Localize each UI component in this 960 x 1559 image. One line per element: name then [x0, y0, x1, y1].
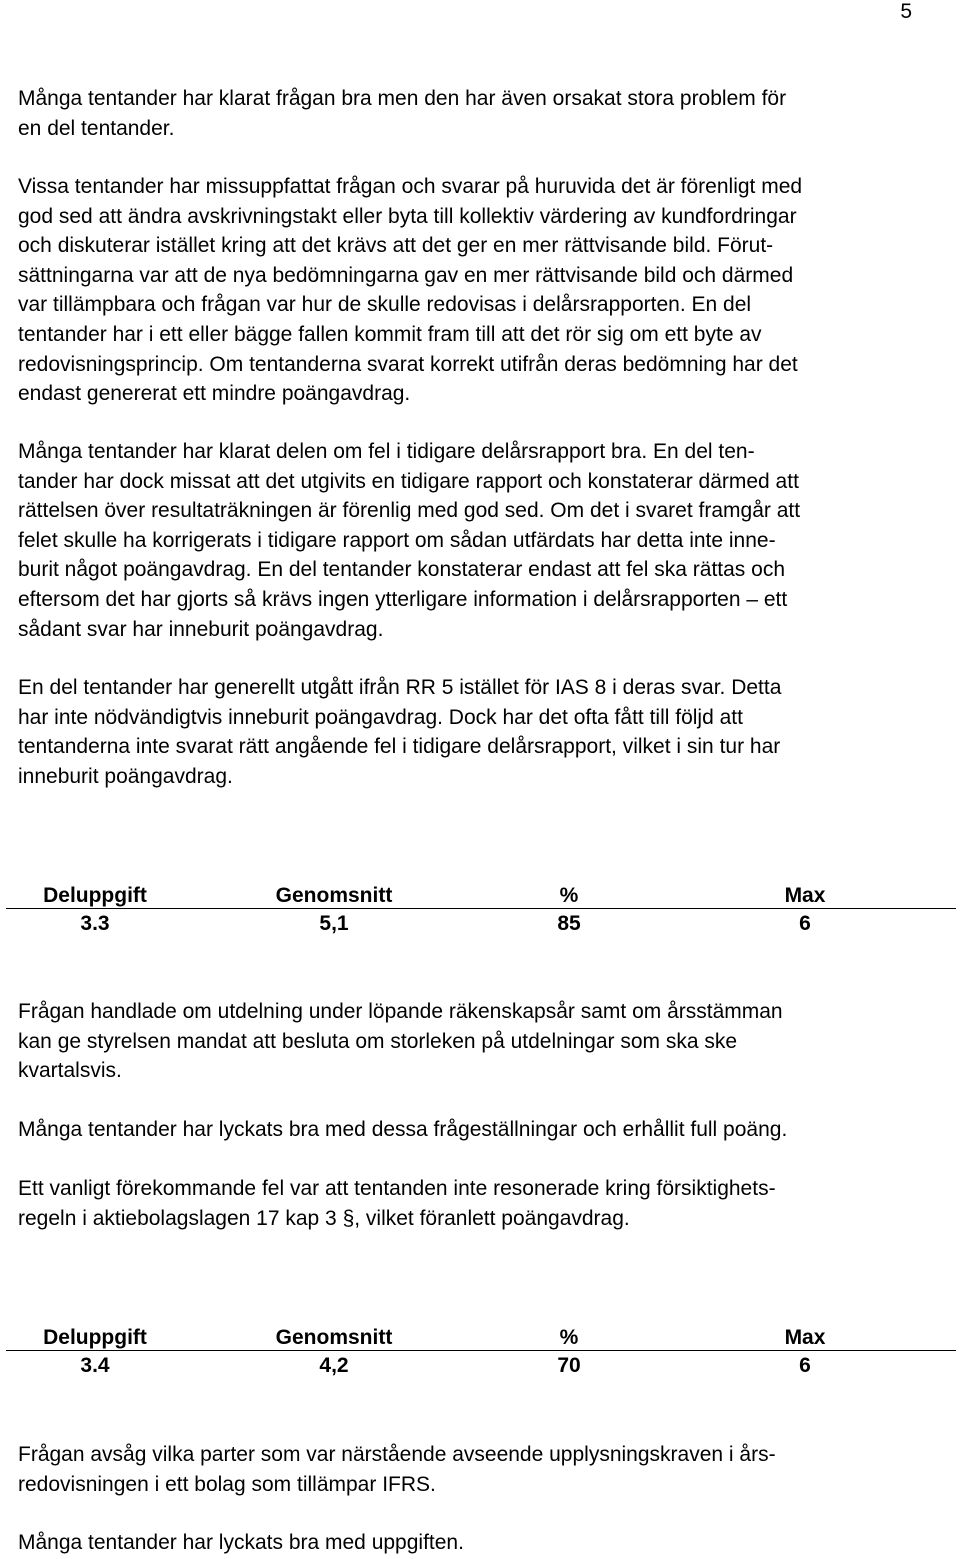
header-deluppgift: Deluppgift	[43, 884, 147, 907]
paragraph-8: Frågan avsåg vilka parter som var närstående avseende upplysningskraven i års- redovisningen i ett bolag som tillämpar IFRS.	[18, 1443, 776, 1496]
cell-genomsnitt: 5,1	[319, 912, 349, 935]
paragraph-7: Ett vanligt förekommande fel var att tentanden inte resonerade kring försiktighets- regeln i aktiebolagslagen 17 kap 3 §, vilket föranlett poängavdrag.	[18, 1177, 776, 1230]
paragraph-6: Många tentander har lyckats bra med dessa frågeställningar och erhållit full poäng.	[18, 1118, 788, 1141]
page-number: 5	[900, 0, 912, 23]
score-row	[6, 909, 956, 940]
header-deluppgift: Deluppgift	[43, 1326, 147, 1349]
paragraph-3: Många tentander har klarat delen om fel i tidigare delårsrapport bra. En del ten- tander har dock missat att det utgivits en tidigare rapport och konstaterar därmed att rättelsen över resultaträkningen är förenlig med god sed. Om det i svaret framgår att felet skulle ha korrigerats i tidigare rapport om sådan utfärdats har detta inte inne- burit något poängavdrag. En del tentander konstaterar endast att fel ska rättas och eftersom det har gjorts så krävs ingen ytterligare information i delårsrapporten – ett sådant svar har inneburit poängavdrag.	[18, 440, 801, 641]
score-row	[6, 1351, 956, 1382]
cell-genomsnitt: 4,2	[319, 1354, 349, 1377]
score-table-3-3	[6, 878, 956, 939]
score-table-3-4	[6, 1320, 956, 1381]
score-table-header	[6, 1320, 956, 1351]
cell-max: 6	[799, 912, 811, 935]
cell-percent: 85	[557, 912, 581, 935]
cell-deluppgift: 3.3	[80, 912, 110, 935]
header-genomsnitt: Genomsnitt	[275, 884, 393, 907]
paragraph-2: Vissa tentander har missuppfattat frågan och svarar på huruvida det är förenligt med god sed att ändra avskrivningstakt eller byta till kollektiv värdering av kundfordringar och diskuterar istället kring att det krävs att det ger en mer rättvisande bild. Förut- sättningarna var att de nya bedömningarna gav en mer rättvisande bild och därmed var tillämpbara och frågan var hur de skulle redovisas i delårsrapporten. En del tentander har i ett eller bägge fallen kommit fram till att det rör sig om ett byte av redovisningsprincip. Om tentanderna svarat korrekt utifrån deras bedömning har det endast genererat ett mindre poängavdrag.	[18, 175, 803, 406]
cell-deluppgift: 3.4	[80, 1354, 110, 1377]
score-table-header	[6, 878, 956, 909]
header-max: Max	[784, 1326, 826, 1349]
paragraph-9: Många tentander har lyckats bra med uppgiften.	[18, 1531, 464, 1554]
header-percent: %	[559, 884, 579, 907]
paragraph-1: Många tentander har klarat frågan bra men den har även orsakat stora problem för en del tentander.	[18, 87, 787, 140]
cell-percent: 70	[557, 1354, 581, 1377]
paragraph-4: En del tentander har generellt utgått ifrån RR 5 istället för IAS 8 i deras svar. Detta har inte nödvändigtvis inneburit poängavdrag. Dock har det ofta fått till följd att tentanderna inte svarat rätt angående fel i tidigare delårsrapport, vilket i sin tur har inneburit poängavdrag.	[18, 676, 782, 788]
header-max: Max	[784, 884, 826, 907]
header-genomsnitt: Genomsnitt	[275, 1326, 393, 1349]
header-percent: %	[559, 1326, 579, 1349]
cell-max: 6	[799, 1354, 811, 1377]
paragraph-5: Frågan handlade om utdelning under löpande räkenskapsår samt om årsstämman kan ge styrelsen mandat att besluta om storleken på utdelningar som ska ske kvartalsvis.	[18, 1000, 783, 1083]
